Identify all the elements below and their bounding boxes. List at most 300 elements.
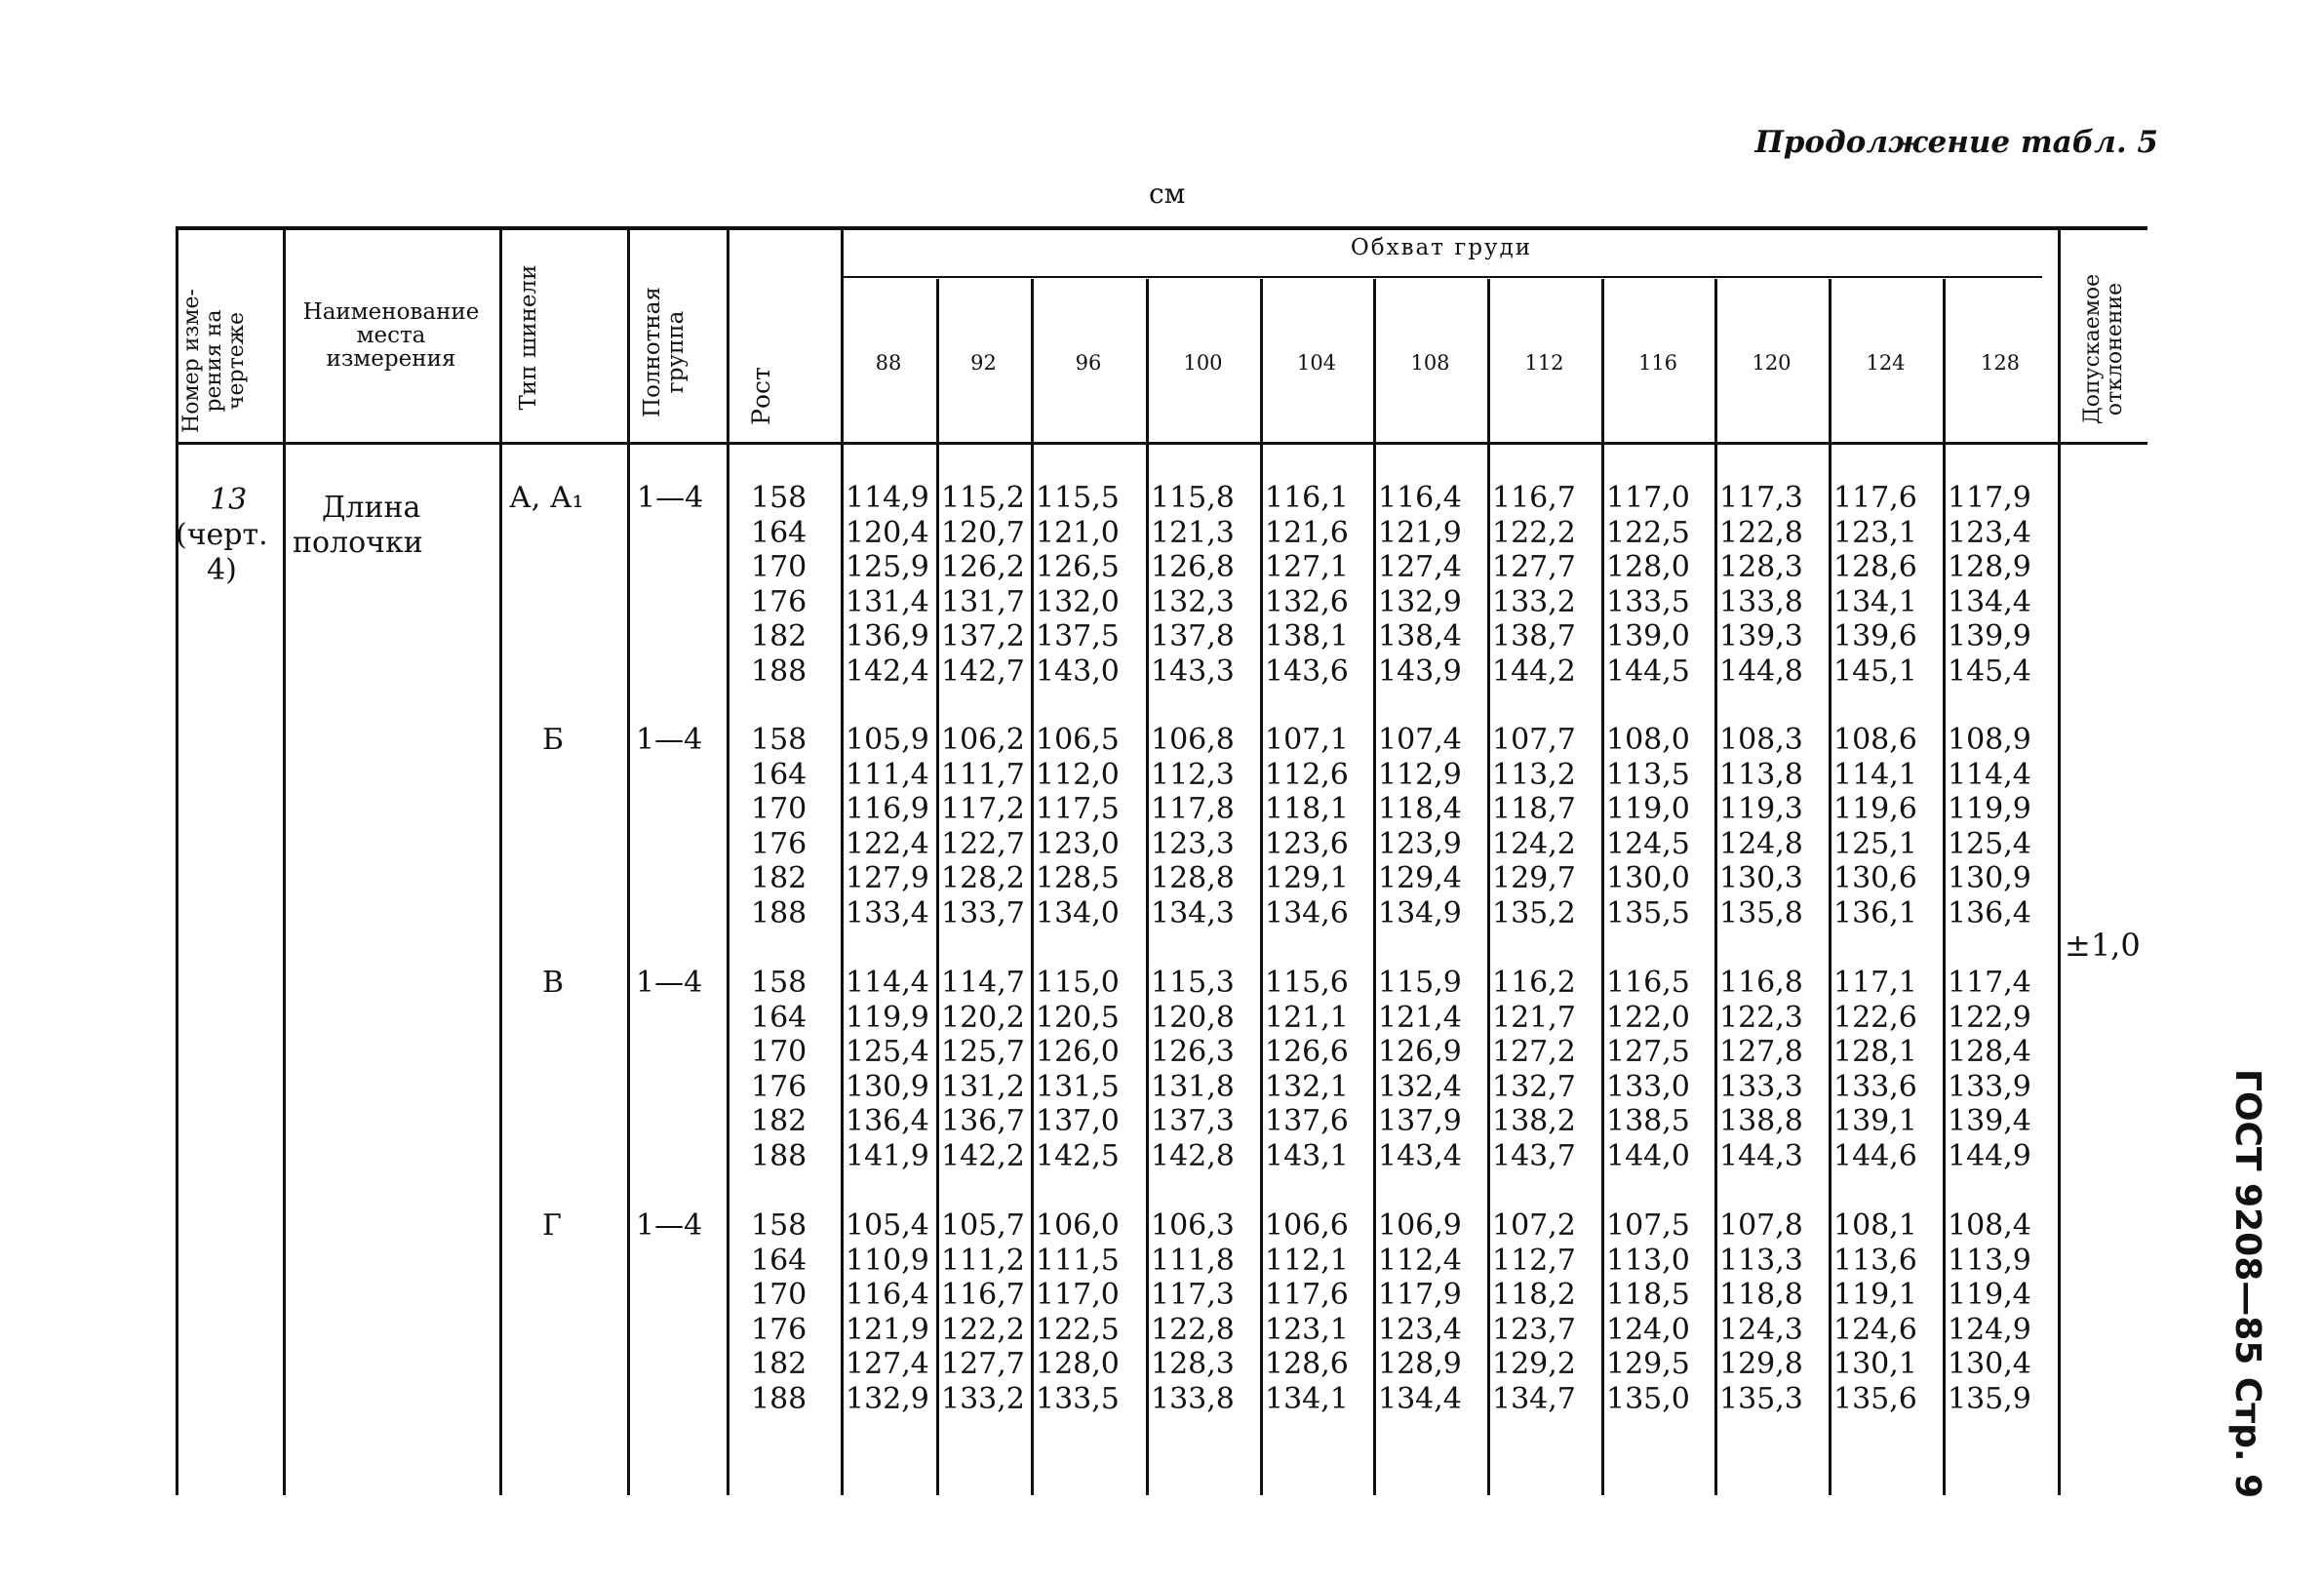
measurement-name-line1: Длина [322,491,421,525]
table-cell: 117,4 [1948,966,2031,1000]
table-cell: 113,2 [1492,757,1576,792]
column-rule [283,226,286,1495]
table-cell: 118,7 [1492,792,1576,826]
table-cell: 111,2 [941,1243,1025,1278]
table-cell: 124,6 [1833,1312,1917,1347]
table-cell: 126,6 [1265,1035,1349,1069]
table-cell: 114,7 [941,966,1025,1000]
coat-type: Г [542,1208,562,1243]
table-cell: 126,5 [1036,550,1120,584]
table-cell: 126,0 [1036,1035,1120,1069]
table-cell: 129,4 [1378,861,1462,895]
table-cell: 108,3 [1719,723,1803,757]
chest-header-rule [841,276,2042,278]
table-cell: 129,1 [1265,861,1349,895]
table-cell: 133,2 [941,1381,1025,1416]
table-cell: 133,5 [1606,584,1690,619]
table-cell: 128,0 [1036,1347,1120,1381]
height-value: 188 [751,1381,807,1416]
table-cell: 120,5 [1036,1000,1120,1035]
chest-size-header: 104 [1296,351,1337,375]
table-cell: 118,8 [1719,1278,1803,1312]
table-cell: 117,6 [1833,481,1917,515]
table-cell: 117,0 [1036,1278,1120,1312]
header-tolerance: Допускаемое отклонение [2080,273,2128,425]
table-cell: 121,0 [1036,515,1120,550]
table-cell: 131,2 [941,1069,1025,1104]
table-cell: 143,6 [1265,653,1349,689]
table-cell: 117,3 [1719,481,1803,515]
table-cell: 126,3 [1151,1035,1235,1069]
table-cell: 137,5 [1036,619,1120,653]
table-cell: 108,6 [1833,723,1917,757]
height-value: 158 [751,481,807,515]
table-cell: 133,2 [1492,584,1576,619]
chest-value-column [1833,723,1917,930]
table-cell: 122,3 [1719,1000,1803,1035]
table-cell: 118,1 [1265,792,1349,826]
table-cell: 126,9 [1378,1035,1462,1069]
height-value: 176 [751,1312,807,1347]
table-cell: 133,8 [1719,584,1803,619]
coat-type: А, А₁ [509,481,584,515]
chest-size-header: 96 [1075,351,1102,375]
table-cell: 135,5 [1606,895,1690,930]
table-cell: 124,5 [1606,826,1690,861]
table-cell: 107,1 [1265,723,1349,757]
table-cell: 128,1 [1833,1035,1917,1069]
table-cell: 124,0 [1606,1312,1690,1347]
height-value: 170 [751,550,807,584]
table-cell: 122,2 [1492,515,1576,550]
table-cell: 125,4 [1948,826,2031,861]
height-value: 188 [751,1138,807,1173]
column-rule [1601,279,1604,1495]
table-cell: 131,8 [1151,1069,1235,1104]
chest-size-header: 100 [1183,351,1223,375]
table-cell: 122,4 [846,826,929,861]
chest-value-column [1378,966,1462,1173]
table-cell: 122,7 [941,826,1025,861]
table-cell: 119,6 [1833,792,1917,826]
table-cell: 142,8 [1151,1138,1235,1173]
chest-value-column [1036,481,1120,689]
table-cell: 106,3 [1151,1208,1235,1243]
table-cell: 116,1 [1265,481,1349,515]
column-rule [936,279,939,1495]
table-cell: 128,5 [1036,861,1120,895]
table-cell: 138,2 [1492,1104,1576,1138]
table-cell: 138,4 [1378,619,1462,653]
column-rule [1373,279,1376,1495]
table-cell: 141,9 [846,1138,929,1173]
table-cell: 114,4 [846,966,929,1000]
chest-value-column [1606,966,1690,1173]
table-cell: 117,5 [1036,792,1120,826]
table-cell: 142,5 [1036,1138,1120,1173]
table-cell: 123,1 [1265,1312,1349,1347]
chest-value-column [1265,481,1349,689]
table-cell: 112,1 [1265,1243,1349,1278]
table-cell: 136,4 [1948,895,2031,930]
table-cell: 123,7 [1492,1312,1576,1347]
fullness-group: 1—4 [636,966,703,1000]
chest-value-column [1492,723,1576,930]
table-cell: 127,4 [846,1347,929,1381]
chest-value-column [846,1208,929,1416]
standard-stamp: ГОСТ 9208—85 Стр. 9 [2227,1069,2267,1499]
table-cell: 122,5 [1606,515,1690,550]
table-cell: 137,3 [1151,1104,1235,1138]
chest-size-header: 120 [1752,351,1792,375]
table-cell: 115,0 [1036,966,1120,1000]
chest-value-column [1606,481,1690,689]
table-cell: 119,4 [1948,1278,2031,1312]
table-cell: 128,2 [941,861,1025,895]
table-cell: 115,6 [1265,966,1349,1000]
table-cell: 136,4 [846,1104,929,1138]
table-cell: 128,4 [1948,1035,2031,1069]
chest-value-column [1492,481,1576,689]
chest-size-header: 88 [875,351,902,375]
table-cell: 118,4 [1378,792,1462,826]
table-cell: 120,4 [846,515,929,550]
table-cell: 144,8 [1719,653,1803,689]
table-cell: 124,2 [1492,826,1576,861]
table-cell: 111,8 [1151,1243,1235,1278]
column-rule [1714,279,1717,1495]
table-cell: 133,3 [1719,1069,1803,1104]
table-cell: 107,2 [1492,1208,1576,1243]
fullness-group: 1—4 [636,723,703,757]
table-cell: 144,0 [1606,1138,1690,1173]
table-cell: 138,5 [1606,1104,1690,1138]
table-cell: 128,9 [1378,1347,1462,1381]
table-cell: 120,2 [941,1000,1025,1035]
table-cell: 111,7 [941,757,1025,792]
table-cell: 129,2 [1492,1347,1576,1381]
height-value: 188 [751,895,807,930]
chest-value-column [1606,723,1690,930]
table-cell: 122,9 [1948,1000,2031,1035]
table-cell: 122,0 [1606,1000,1690,1035]
table-cell: 112,9 [1378,757,1462,792]
table-cell: 115,8 [1151,481,1235,515]
table-cell: 124,8 [1719,826,1803,861]
table-cell: 133,7 [941,895,1025,930]
table-cell: 143,4 [1378,1138,1462,1173]
table-cell: 132,9 [1378,584,1462,619]
table-cell: 132,6 [1265,584,1349,619]
chest-value-column [1833,481,1917,689]
table-cell: 124,9 [1948,1312,2031,1347]
table-cell: 135,8 [1719,895,1803,930]
fullness-group: 1—4 [636,1208,703,1243]
table-cell: 129,8 [1719,1347,1803,1381]
table-cell: 113,6 [1833,1243,1917,1278]
table-cell: 131,5 [1036,1069,1120,1104]
table-cell: 119,1 [1833,1278,1917,1312]
height-value: 182 [751,861,807,895]
table-cell: 136,1 [1833,895,1917,930]
table-cell: 122,2 [941,1312,1025,1347]
chest-value-column [846,966,929,1173]
table-cell: 117,9 [1948,481,2031,515]
table-cell: 145,4 [1948,653,2031,689]
table-cell: 137,8 [1151,619,1235,653]
table-cell: 137,2 [941,619,1025,653]
table-cell: 135,6 [1833,1381,1917,1416]
table-cell: 134,7 [1492,1381,1576,1416]
height-column [751,481,807,689]
chest-value-column [1719,1208,1803,1416]
table-cell: 113,9 [1948,1243,2031,1278]
table-cell: 144,3 [1719,1138,1803,1173]
chest-value-column [941,1208,1025,1416]
table-cell: 119,0 [1606,792,1690,826]
table-cell: 127,9 [846,861,929,895]
chest-size-header: 108 [1410,351,1450,375]
table-cell: 123,3 [1151,826,1235,861]
table-cell: 139,0 [1606,619,1690,653]
table-cell: 117,9 [1378,1278,1462,1312]
chest-value-column [1833,1208,1917,1416]
table-cell: 119,3 [1719,792,1803,826]
chest-value-column [1948,1208,2031,1416]
measurement-number: 13 [210,483,248,517]
table-cell: 121,9 [846,1312,929,1347]
chest-value-column [846,481,929,689]
table-cell: 135,2 [1492,895,1576,930]
table-cell: 143,9 [1378,653,1462,689]
table-cell: 134,9 [1378,895,1462,930]
table-cell: 130,1 [1833,1347,1917,1381]
table-cell: 111,5 [1036,1243,1120,1278]
table-cell: 120,8 [1151,1000,1235,1035]
table-cell: 110,9 [846,1243,929,1278]
chest-value-column [1833,966,1917,1173]
chest-value-column [1151,723,1235,930]
chest-size-header: 112 [1524,351,1564,375]
table-cell: 117,8 [1151,792,1235,826]
table-cell: 137,6 [1265,1104,1349,1138]
table-cell: 135,3 [1719,1381,1803,1416]
header-coat-type: Тип шинели [516,264,541,411]
table-cell: 122,8 [1151,1312,1235,1347]
chest-value-column [1492,966,1576,1173]
table-cell: 123,0 [1036,826,1120,861]
header-chest-girth: Обхват груди [1350,235,1533,260]
table-cell: 114,9 [846,481,929,515]
header-height: Рост [747,367,775,425]
height-value: 176 [751,1069,807,1104]
table-cell: 127,7 [941,1347,1025,1381]
height-value: 164 [751,757,807,792]
table-cell: 115,5 [1036,481,1120,515]
column-rule [499,226,502,1495]
column-rule [727,226,729,1495]
table-cell: 107,4 [1378,723,1462,757]
table-cell: 107,5 [1606,1208,1690,1243]
table-cell: 130,0 [1606,861,1690,895]
table-cell: 116,7 [941,1278,1025,1312]
chest-value-column [1151,966,1235,1173]
table-cell: 113,3 [1719,1243,1803,1278]
chest-value-column [1948,481,2031,689]
table-cell: 122,6 [1833,1000,1917,1035]
table-cell: 116,9 [846,792,929,826]
table-cell: 113,0 [1606,1243,1690,1278]
table-cell: 126,2 [941,550,1025,584]
table-cell: 117,6 [1265,1278,1349,1312]
table-cell: 144,6 [1833,1138,1917,1173]
table-cell: 132,9 [846,1381,929,1416]
table-cell: 134,4 [1378,1381,1462,1416]
table-cell: 106,8 [1151,723,1235,757]
table-cell: 132,4 [1378,1069,1462,1104]
table-cell: 138,8 [1719,1104,1803,1138]
table-cell: 144,9 [1948,1138,2031,1173]
table-cell: 137,9 [1378,1104,1462,1138]
table-cell: 119,9 [846,1000,929,1035]
column-rule [627,226,630,1495]
table-cell: 107,7 [1492,723,1576,757]
chest-value-column [1606,1208,1690,1416]
chest-value-column [1036,966,1120,1173]
fullness-group: 1—4 [637,481,704,515]
table-cell: 105,4 [846,1208,929,1243]
table-cell: 121,9 [1378,515,1462,550]
chest-size-header: 124 [1866,351,1906,375]
height-value: 164 [751,515,807,550]
header-fullness-group: Полнотная группа [640,287,689,417]
table-cell: 130,6 [1833,861,1917,895]
coat-type: Б [542,723,565,757]
tolerance-value: ±1,0 [2065,927,2141,964]
table-cell: 144,5 [1606,653,1690,689]
header-measure-number: Номер изме- рения на чертеже [179,289,250,433]
table-cell: 122,8 [1719,515,1803,550]
table-cell: 106,6 [1265,1208,1349,1243]
table-cell: 125,7 [941,1035,1025,1069]
height-value: 158 [751,723,807,757]
table-cell: 105,9 [846,723,929,757]
table-cell: 132,7 [1492,1069,1576,1104]
chest-value-column [1151,1208,1235,1416]
chest-value-column [941,481,1025,689]
table-cell: 143,7 [1492,1138,1576,1173]
table-cell: 142,7 [941,653,1025,689]
table-cell: 112,6 [1265,757,1349,792]
table-cell: 112,4 [1378,1243,1462,1278]
table-cell: 133,6 [1833,1069,1917,1104]
unit-label: см [1149,178,1186,210]
column-rule [1031,279,1034,1495]
table-cell: 122,5 [1036,1312,1120,1347]
table-cell: 128,9 [1948,550,2031,584]
chest-value-column [1719,481,1803,689]
table-cell: 137,0 [1036,1104,1120,1138]
height-value: 182 [751,619,807,653]
table-cell: 106,9 [1378,1208,1462,1243]
table-cell: 138,7 [1492,619,1576,653]
table-cell: 128,6 [1265,1347,1349,1381]
table-cell: 130,4 [1948,1347,2031,1381]
table-cell: 112,7 [1492,1243,1576,1278]
table-cell: 115,9 [1378,966,1462,1000]
table-cell: 116,8 [1719,966,1803,1000]
height-value: 182 [751,1104,807,1138]
coat-type: В [542,966,565,1000]
table-cell: 128,8 [1151,861,1235,895]
height-column [751,1208,807,1416]
table-cell: 132,1 [1265,1069,1349,1104]
table-cell: 133,0 [1606,1069,1690,1104]
chest-value-column [1948,966,2031,1173]
table-cell: 128,3 [1719,550,1803,584]
chest-value-column [1265,723,1349,930]
column-rule [176,226,178,1495]
height-value: 164 [751,1243,807,1278]
table-cell: 121,6 [1265,515,1349,550]
table-cell: 139,9 [1948,619,2031,653]
chest-value-column [1378,481,1462,689]
table-cell: 113,8 [1719,757,1803,792]
chest-value-column [1378,1208,1462,1416]
table-cell: 134,0 [1036,895,1120,930]
column-rule [1146,279,1149,1495]
chest-value-column [1719,966,1803,1173]
table-cell: 138,1 [1265,619,1349,653]
chest-value-column [846,723,929,930]
table-cell: 108,4 [1948,1208,2031,1243]
table-cell: 131,7 [941,584,1025,619]
drawing-reference-open: (черт. [176,518,268,552]
table-cell: 106,0 [1036,1208,1120,1243]
table-cell: 133,5 [1036,1381,1120,1416]
table-cell: 133,4 [846,895,929,930]
table-cell: 130,9 [846,1069,929,1104]
table-cell: 106,2 [941,723,1025,757]
height-value: 176 [751,584,807,619]
table-cell: 139,1 [1833,1104,1917,1138]
table-cell: 127,5 [1606,1035,1690,1069]
chest-value-column [1151,481,1235,689]
height-value: 158 [751,966,807,1000]
table-cell: 143,3 [1151,653,1235,689]
table-cell: 142,2 [941,1138,1025,1173]
table-cell: 133,8 [1151,1381,1235,1416]
table-cell: 129,7 [1492,861,1576,895]
column-rule [841,226,844,1495]
height-value: 170 [751,1035,807,1069]
height-value: 188 [751,653,807,689]
table-cell: 107,8 [1719,1208,1803,1243]
table-cell: 134,4 [1948,584,2031,619]
column-rule [1829,279,1832,1495]
table-cell: 135,9 [1948,1381,2031,1416]
table-cell: 127,7 [1492,550,1576,584]
column-rule [1487,279,1490,1495]
table-cell: 133,9 [1948,1069,2031,1104]
table-cell: 128,6 [1833,550,1917,584]
height-value: 170 [751,792,807,826]
table-cell: 143,1 [1265,1138,1349,1173]
table-cell: 114,1 [1833,757,1917,792]
drawing-reference-close: 4) [207,553,237,587]
table-cell: 134,6 [1265,895,1349,930]
height-value: 158 [751,1208,807,1243]
